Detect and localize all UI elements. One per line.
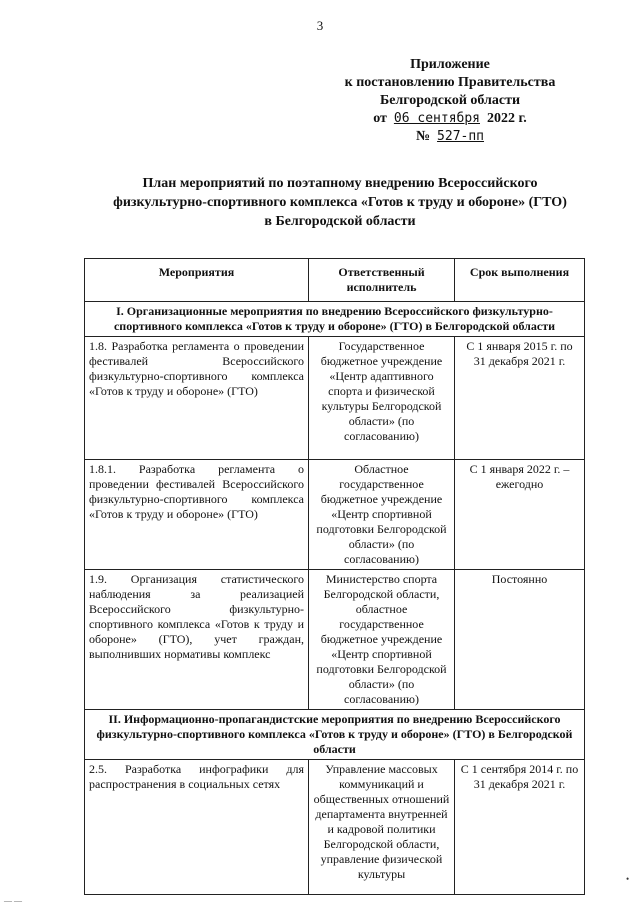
appendix-title: Приложение bbox=[410, 57, 490, 72]
title-line-3: в Белгородской области bbox=[264, 214, 416, 229]
date-year: 2022 г. bbox=[487, 111, 527, 126]
table-row bbox=[85, 460, 585, 570]
executor-cell: Министерство спорта Белгородской области, областное государственное бюджетное учреждение «Центр спортивной подготовки Белгородской области» (по согласованию) bbox=[309, 570, 455, 710]
scan-mark-icon: — — bbox=[4, 896, 22, 905]
table-row bbox=[85, 760, 585, 895]
section-row bbox=[85, 710, 585, 760]
header-events: Мероприятия bbox=[85, 259, 309, 302]
event-cell: 2.5. Разработка инфографики для распространения в социальных сетях bbox=[85, 760, 309, 895]
table-row bbox=[85, 570, 585, 710]
appendix-line-2: к постановлению Правительства bbox=[344, 75, 556, 90]
appendix-line-3: Белгородской области bbox=[379, 93, 521, 108]
section-2-heading: II. Информационно-пропагандистские мероприятия по внедрению Всероссийского физкультурно-спортивного комплекса «Готов к труду и обороне» (ГТО) в Белгородской области bbox=[85, 710, 585, 760]
scan-dot-icon: • bbox=[626, 874, 630, 884]
date-value: 06 сентября bbox=[393, 111, 480, 126]
deadline-cell: Постоянно bbox=[455, 570, 585, 710]
deadline-cell: С 1 января 2022 г. – ежегодно bbox=[455, 460, 585, 570]
event-cell: 1.8. Разработка регламента о проведении фестивалей Всероссийского физкультурно-спортивного комплекса «Готов к труду и обороне» (ГТО) bbox=[85, 337, 309, 460]
page-number: 3 bbox=[316, 18, 324, 33]
header-deadline: Срок выполнения bbox=[455, 259, 585, 302]
event-cell: 1.8.1. Разработка регламента о проведении фестивалей Всероссийского физкультурно-спортивного комплекса «Готов к труду и обороне» (ГТО) bbox=[85, 460, 309, 570]
number-prefix: № bbox=[415, 129, 431, 144]
title-line-2: физкультурно-спортивного комплекса «Готов к труду и обороне» (ГТО) bbox=[113, 195, 567, 210]
appendix-number-line bbox=[330, 128, 570, 146]
plan-table bbox=[84, 258, 585, 895]
deadline-cell: С 1 января 2015 г. по 31 декабря 2021 г. bbox=[455, 337, 585, 460]
executor-cell: Управление массовых коммуникаций и общественных отношений департамента внутренней и кадровой политики Белгородской области, управление физической культуры bbox=[309, 760, 455, 895]
date-prefix: от bbox=[373, 111, 387, 126]
appendix-block bbox=[330, 56, 570, 146]
appendix-date-line bbox=[330, 110, 570, 128]
title-line-1: План мероприятий по поэтапному внедрению Всероссийского bbox=[142, 176, 538, 191]
header-executor: Ответственный исполнитель bbox=[309, 259, 455, 302]
executor-cell: Областное государственное бюджетное учреждение «Центр спортивной подготовки Белгородской области» (по согласованию) bbox=[309, 460, 455, 570]
document-title bbox=[80, 174, 600, 231]
section-row bbox=[85, 302, 585, 337]
number-value: 527-пп bbox=[437, 129, 485, 144]
executor-cell: Государственное бюджетное учреждение «Центр адаптивного спорта и физической культуры Белгородской области» (по согласованию) bbox=[309, 337, 455, 460]
deadline-cell: С 1 сентября 2014 г. по 31 декабря 2021 г. bbox=[455, 760, 585, 895]
section-1-heading: I. Организационные мероприятия по внедрению Всероссийского физкультурно-спортивного комплекса «Готов к труду и обороне» (ГТО) в Белгородской области bbox=[85, 302, 585, 337]
table-row bbox=[85, 337, 585, 460]
event-cell: 1.9. Организация статистического наблюдения за реализацией Всероссийского физкультурно-спортивного комплекса «Готов к труду и обороне» (ГТО), учет граждан, выполнивших нормативы комплекс bbox=[85, 570, 309, 710]
table-header-row bbox=[85, 259, 585, 302]
